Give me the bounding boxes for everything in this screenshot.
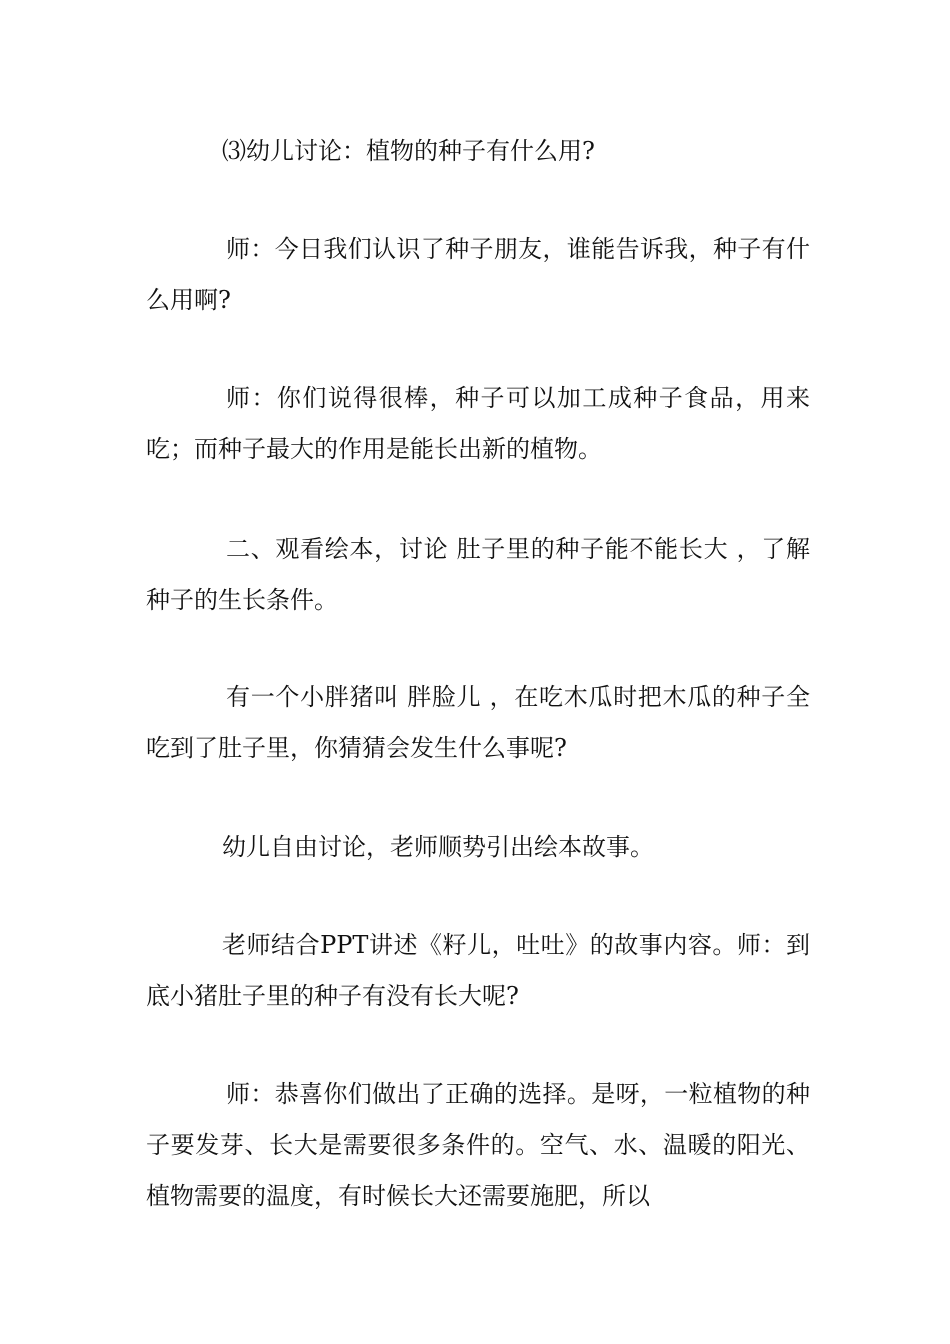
paragraph-teacher-summary: 师：你们说得很棒，种子可以加工成种子食品，用来吃；而种子最大的作用是能长出新的植物。 [146, 384, 810, 463]
paragraph-section-two-heading: 二、观看绘本，讨论 肚子里的种子能不能长大 ，了解种子的生长条件。 [146, 535, 810, 614]
paragraph-story-intro: 有一个小胖猪叫 胖脸儿 ，在吃木瓜时把木瓜的种子全吃到了肚子里，你猜猜会发生什么事呢? [146, 683, 810, 762]
paragraph-free-discussion: 幼儿自由讨论，老师顺势引出绘本故事。 [222, 833, 654, 861]
paragraph-discussion-question: ⑶幼儿讨论：植物的种子有什么用? [222, 137, 595, 165]
paragraph-ppt-story: 老师结合PPT讲述《籽儿，吐吐》的故事内容。师：到底小猪肚子里的种子有没有长大呢? [146, 931, 810, 1010]
paragraph-growth-conditions: 师：恭喜你们做出了正确的选择。是呀，一粒植物的种子要发芽、长大是需要很多条件的。空气、水、温暖的阳光、植物需要的温度，有时候长大还需要施肥，所以 [146, 1080, 810, 1210]
paragraph-teacher-question: 师：今日我们认识了种子朋友，谁能告诉我，种子有什么用啊? [146, 235, 810, 314]
